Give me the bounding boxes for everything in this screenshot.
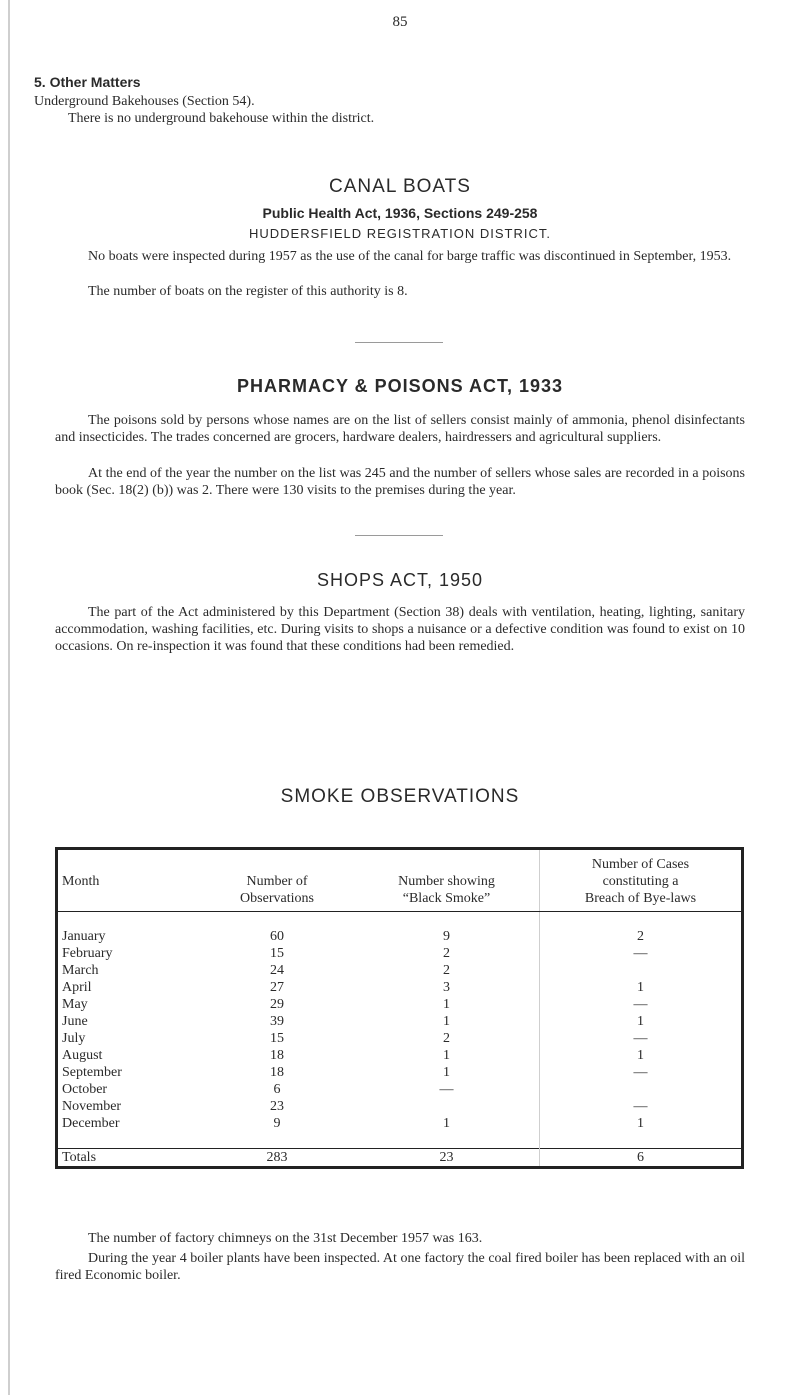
smoke-observations-table — [55, 847, 744, 1169]
section-divider — [355, 342, 443, 343]
bakehouses-subheading: Underground Bakehouses (Section 54). — [34, 94, 255, 109]
header-breach-cases: Number of Cases constituting a Breach of Bye-laws — [540, 849, 743, 912]
header-observations: Number of Observations — [200, 849, 354, 912]
bakehouses-text: There is no underground bakehouse within the district. — [68, 111, 375, 126]
table-row: August 18 1 1 — [57, 1047, 743, 1064]
table-row: January 60 9 2 — [57, 928, 743, 945]
table-row: November 23 — — [57, 1098, 743, 1115]
shops-title: SHOPS ACT, 1950 — [316, 570, 484, 590]
other-matters-heading: 5. Other Matters — [34, 74, 141, 90]
table-row: April 27 3 1 — [57, 979, 743, 996]
table-header-row — [57, 849, 743, 912]
table-row: March 24 2 — [57, 962, 743, 979]
pharmacy-para-2: At the end of the year the number on the list was 245 and the number of sellers whose sales are recorded in a poisons book (Sec. 18(2) (b)) was 2. There were 130 visits to the premises during the year. — [55, 466, 745, 498]
table-row: June 39 1 1 — [57, 1013, 743, 1030]
canal-boats-para-1: No boats were inspected during 1957 as the use of the canal for barge traffic was discontinued in September, 1953. — [88, 249, 732, 264]
canal-boats-district: HUDDERSFIELD REGISTRATION DISTRICT. — [248, 226, 551, 241]
table-row: December 9 1 1 — [57, 1115, 743, 1132]
table-row: May 29 1 — — [57, 996, 743, 1013]
smoke-para-1: The number of factory chimneys on the 31st December 1957 was 163. — [88, 1231, 483, 1246]
canal-boats-act: Public Health Act, 1936, Sections 249-258 — [262, 205, 538, 221]
canal-boats-title: CANAL BOATS — [329, 176, 471, 197]
table-row: July 15 2 — — [57, 1030, 743, 1047]
header-black-smoke: Number showing “Black Smoke” — [354, 849, 540, 912]
pharmacy-para-1: The poisons sold by persons whose names are on the list of sellers consist mainly of ammonia, phenol disinfectants and insecticides. The trades concerned are grocers, hardware dealers, hairdressers and agricultural suppliers. — [55, 413, 745, 445]
section-divider — [355, 535, 443, 536]
table-row: February 15 2 — — [57, 945, 743, 962]
canal-boats-para-2: The number of boats on the register of this authority is 8. — [88, 284, 408, 299]
table-row: September 18 1 — — [57, 1064, 743, 1081]
header-month: Month — [57, 849, 201, 912]
totals-row: Totals 283 23 6 — [57, 1149, 743, 1168]
page-number: 85 — [392, 14, 408, 30]
smoke-para-2: During the year 4 boiler plants have been inspected. At one factory the coal fired boiler has been replaced with an oil fired Economic boiler. — [55, 1251, 745, 1283]
table-row: October 6 — — [57, 1081, 743, 1098]
smoke-title: SMOKE OBSERVATIONS — [280, 786, 520, 807]
shops-para-1: The part of the Act administered by this Department (Section 38) deals with ventilation, heating, lighting, sanitary accommodation, washing facilities, etc. During visits to shops a nuisance or a defective condition was found to exist on 10 occasions. On re-inspection it was found that these conditions had been remedied. — [55, 605, 745, 654]
pharmacy-title: PHARMACY & POISONS ACT, 1933 — [236, 376, 564, 396]
